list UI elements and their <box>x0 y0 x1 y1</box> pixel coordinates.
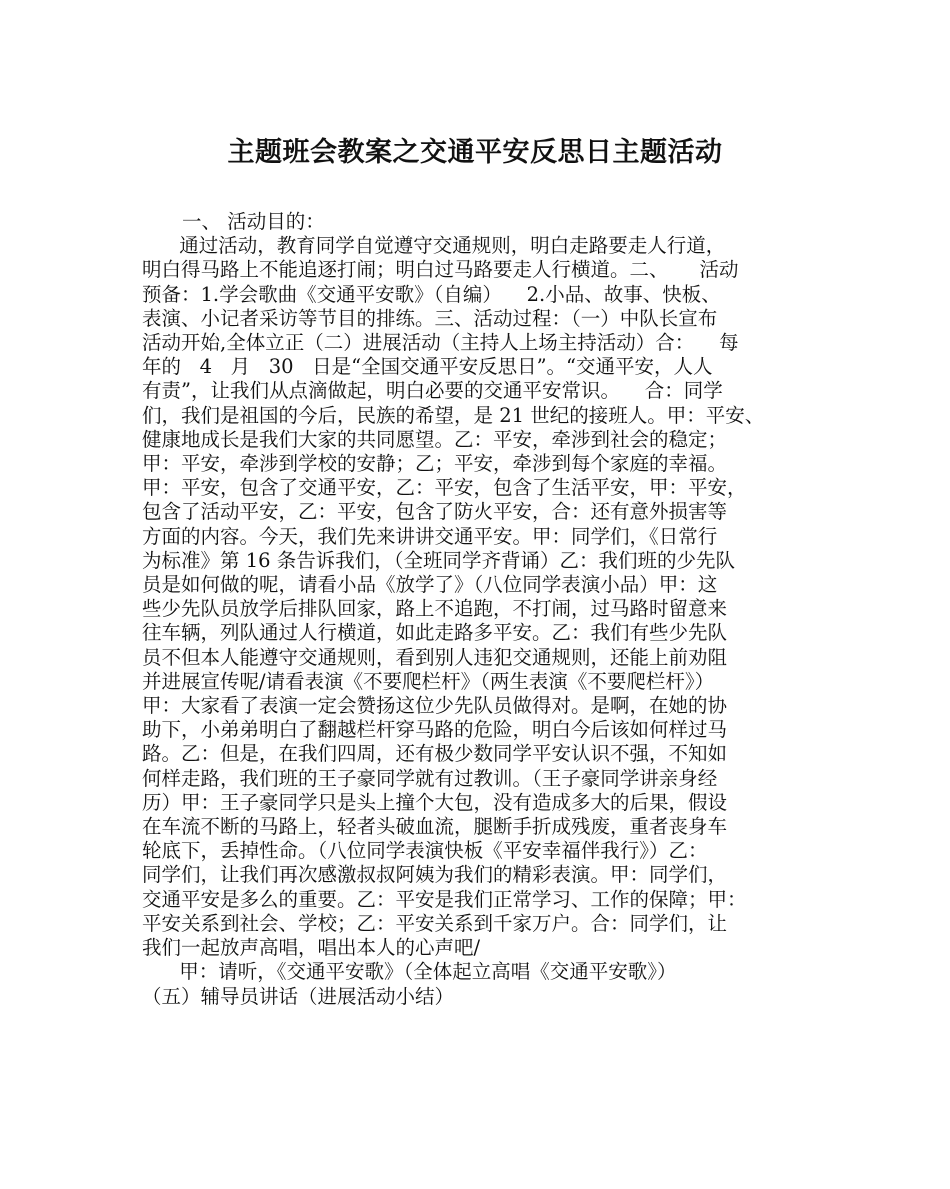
paragraph-line: 们，我们是祖国的今后，民族的希望，是 21 世纪的接班人。甲：平安、 <box>142 403 765 427</box>
document-title: 主题班会教案之交通平安反思日主题活动 <box>227 137 723 168</box>
paragraph-line: 通过活动，教育同学自觉遵守交通规则，明白走路要走人行道， <box>142 234 726 258</box>
paragraph-line: 明白得马路上不能追逐打闹；明白过马路要走人行横道。二、 活动 <box>142 258 739 282</box>
paragraph-line: 在车流不断的马路上，轻者头破血流，腿断手折成残废，重者丧身车 <box>142 815 728 839</box>
paragraph-line: 历）甲：王子豪同学只是头上撞个大包，没有造成多大的后果，假设 <box>142 790 728 814</box>
paragraph-line: 何样走路，我们班的王子豪同学就有过教训。（王子豪同学讲亲身经 <box>142 766 718 790</box>
paragraph-line: 预备：1.学会歌曲《交通平安歌》（自编） 2.小品、故事、快板、 <box>142 282 721 306</box>
paragraph-line: 我们一起放声高唱，唱出本人的心声吧/ <box>142 936 481 960</box>
paragraph-line: 员是如何做的呢，请看小品《放学了》（八位同学表演小品）甲：这 <box>142 573 718 597</box>
paragraph-line: 甲：平安，牵涉到学校的安静；乙；平安，牵涉到每个家庭的幸福。 <box>142 452 728 476</box>
section-heading: 一、 活动目的： <box>182 210 325 233</box>
paragraph-line: 表演、小记者采访等节目的排练。三、活动过程：（一）中队长宣布 <box>142 306 718 330</box>
paragraph-line: 并进展宣传呢/请看表演《不要爬栏杆》（两生表演《不要爬栏杆》） <box>142 669 715 693</box>
paragraph-line: 健康地成长是我们大家的共同愿望。乙：平安，牵涉到社会的稳定； <box>142 427 728 451</box>
paragraph-line: 为标准》第 16 条告诉我们，（全班同学齐背诵）乙：我们班的少先队 <box>142 548 735 572</box>
paragraph-line: 些少先队员放学后排队回家，路上不追跑，不打闹，过马路时留意来 <box>142 597 728 621</box>
paragraph-line: 甲：请听，《交通平安歌》（全体起立高唱《交通平安歌》） <box>142 960 677 984</box>
paragraph-line: 助下，小弟弟明白了翻越栏杆穿马路的危险，明白今后该如何样过马 <box>142 718 728 742</box>
paragraph-line: 有责”，让我们从点滴做起，明白必要的交通平安常识。 合：同学 <box>142 379 723 403</box>
paragraph-line: 路。乙：但是，在我们四周，还有极少数同学平安认识不强，不知如 <box>142 742 728 766</box>
paragraph-line: 交通平安是多么的重要。乙：平安是我们正常学习、工作的保障；甲： <box>142 887 747 911</box>
paragraph-line: 方面的内容。今天，我们先来讲讲交通平安。甲：同学们，《日常行 <box>142 524 718 548</box>
paragraph-line: 活动开始,全体立正（二）进展活动（主持人上场主持活动）合： 每 <box>142 331 739 355</box>
paragraph-line: 往车辆，列队通过人行横道，如此走路多平安。乙：我们有些少先队 <box>142 621 728 645</box>
paragraph-line: 员不但本人能遵守交通规则，看到别人违犯交通规则，还能上前劝阻 <box>142 645 728 669</box>
paragraph-line: 包含了活动平安，乙：平安，包含了防火平安，合：还有意外损害等 <box>142 500 728 524</box>
paragraph-line: （五）辅导员讲话（进展活动小结） <box>142 984 455 1008</box>
paragraph-line: 甲：大家看了表演一定会赞扬这位少先队员做得对。是啊，在她的协 <box>142 694 728 718</box>
paragraph-line: 轮底下，丢掉性命。（八位同学表演快板《平安幸福伴我行》）乙： <box>142 839 708 863</box>
paragraph-line: 年的 4 月 30 日是“全国交通平安反思日”。“交通平安，人人 <box>142 355 713 379</box>
paragraph-line: 平安关系到社会、学校；乙：平安关系到千家万户。合：同学们，让 <box>142 911 728 935</box>
paragraph-line: 甲：平安，包含了交通平安，乙：平安，包含了生活平安，甲：平安， <box>142 476 747 500</box>
document-body <box>142 210 812 1009</box>
paragraph-line: 同学们，让我们再次感激叔叔阿姨为我们的精彩表演。甲：同学们， <box>142 863 728 887</box>
